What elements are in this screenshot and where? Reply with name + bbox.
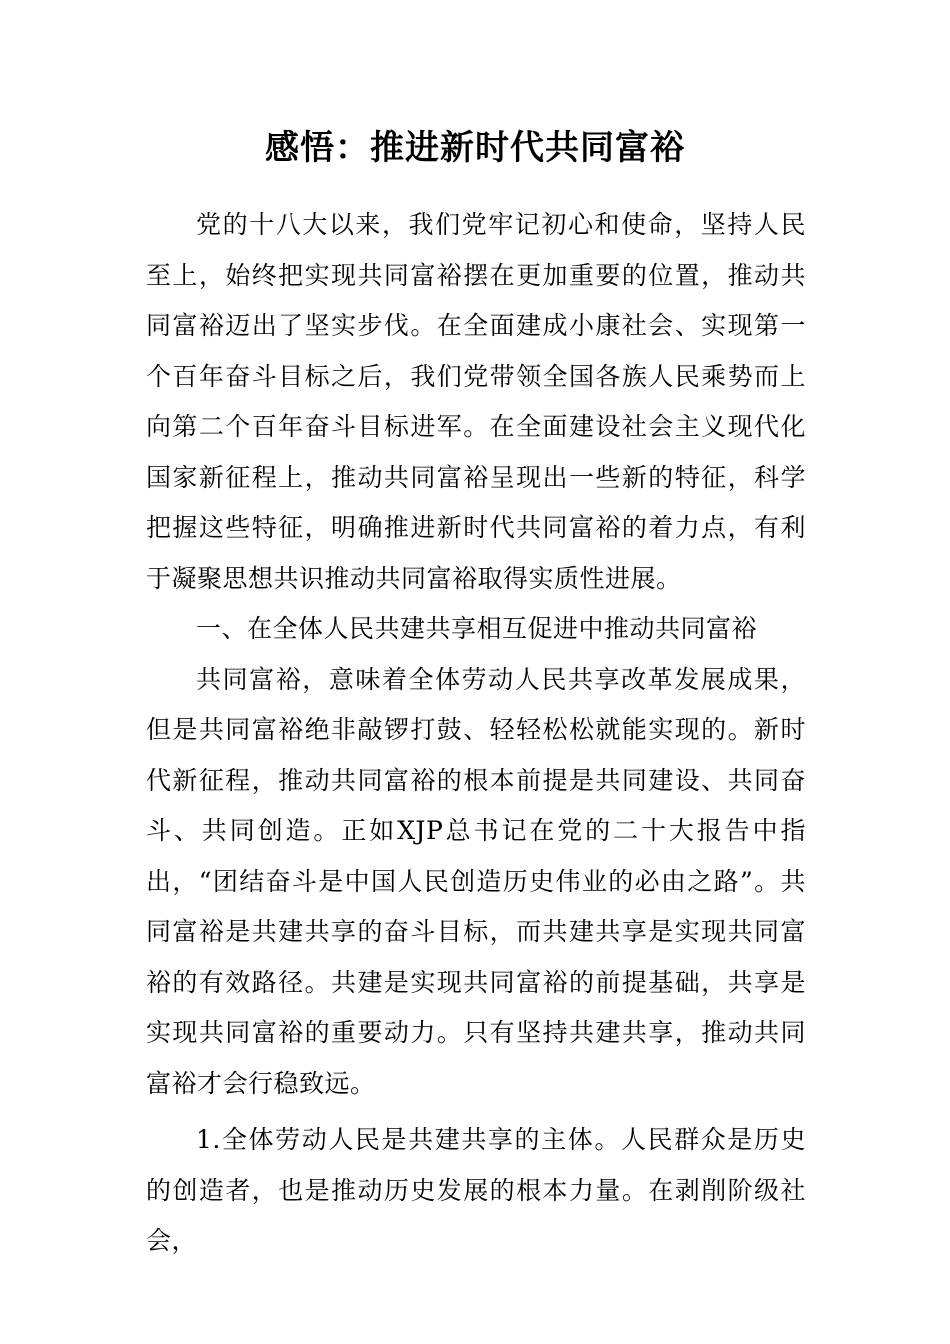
paragraph-intro: 党的十八大以来，我们党牢记初心和使命，坚持人民至上，始终把实现共同富裕摆在更加重要的位置，推动共同富裕迈出了坚实步伐。在全面建成小康社会、实现第一个百年奋斗目标之后，我们党带领全国各族人民乘势而上向第二个百年奋斗目标进军。在全面建设社会主义现代化国家新征程上，推动共同富裕呈现出一些新的特征，科学把握这些特征，明确推进新时代共同富裕的着力点，有利于凝聚思想共识推动共同富裕取得实质性进展。 bbox=[146, 210, 806, 593]
document-body bbox=[146, 200, 806, 1267]
section-heading-1: 一、在全体人民共建共享相互促进中推动共同富裕 bbox=[196, 614, 758, 643]
document-title: 感悟：推进新时代共同富裕 bbox=[265, 128, 685, 168]
paragraph-section-1: 共同富裕，意味着全体劳动人民共享改革发展成果，但是共同富裕绝非敲锣打鼓、轻轻松松就能实现的。新时代新征程，推动共同富裕的根本前提是共同建设、共同奋斗、共同创造。正如XJP总书记在党的二十大报告中指出，“团结奋斗是中国人民创造历史伟业的必由之路”。共同富裕是共建共享的奋斗目标，而共建共享是实现共同富裕的有效路径。共建是实现共同富裕的前提基础，共享是实现共同富裕的重要动力。只有坚持共建共享，推动共同富裕才会行稳致远。 bbox=[146, 664, 806, 1098]
paragraph-point-1: 1.全体劳动人民是共建共享的主体。人民群众是历史的创造者，也是推动历史发展的根本力量。在剥削阶级社会， bbox=[146, 1125, 806, 1255]
